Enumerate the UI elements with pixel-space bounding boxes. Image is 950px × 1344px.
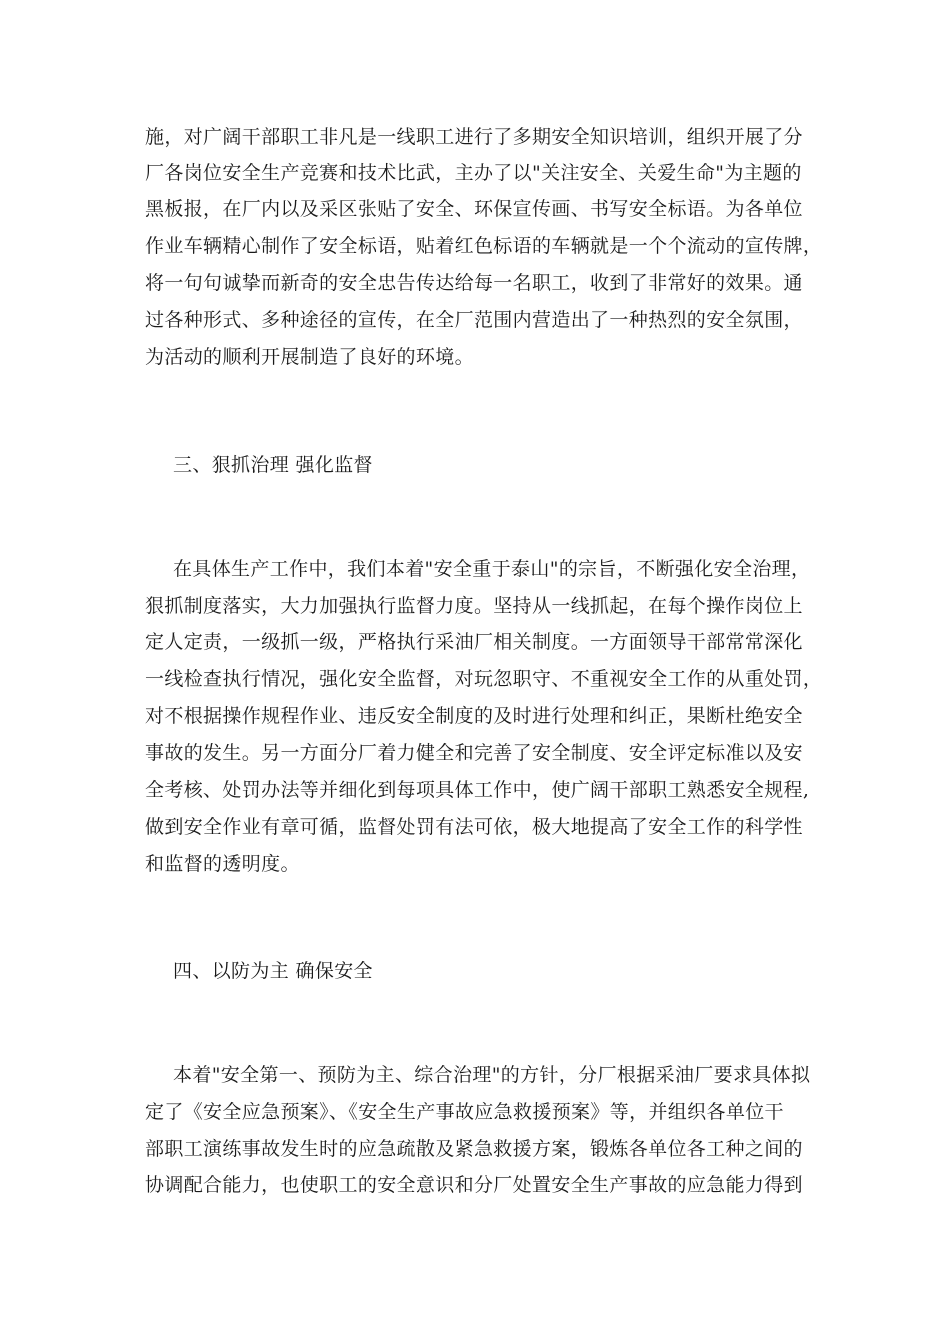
section-heading-3: 三、狠抓治理 强化监督 bbox=[173, 454, 373, 476]
paragraph-2-line: 对不根据操作规程作业、违反安全制度的及时进行处理和纠正，果断杜绝安全 bbox=[145, 705, 803, 727]
paragraph-3-line: 本着"安全第一、预防为主、综合治理"的方针，分厂根据采油厂要求具体拟 bbox=[173, 1064, 811, 1086]
paragraph-2-line: 和监督的透明度。 bbox=[145, 853, 300, 875]
paragraph-2-line: 在具体生产工作中，我们本着"安全重于泰山"的宗旨，不断强化安全治理， bbox=[173, 558, 811, 580]
paragraph-3-line: 定了《安全应急预案》、《安全生产事故应急救援预案》等，并组织各单位干 bbox=[145, 1101, 784, 1123]
paragraph-1-line: 厂各岗位安全生产竞赛和技术比武，主办了以"关注安全、关爱生命"为主题的 bbox=[145, 162, 802, 184]
paragraph-1-line: 将一句句诚挚而新奇的安全忠告传达给每一名职工，收到了非常好的效果。通 bbox=[145, 272, 803, 294]
paragraph-3-line: 协调配合能力，也使职工的安全意识和分厂处置安全生产事故的应急能力得到 bbox=[145, 1174, 803, 1196]
paragraph-1-line: 施，对广阔干部职工非凡是一线职工进行了多期安全知识培训，组织开展了分 bbox=[145, 126, 803, 148]
paragraph-2-line: 定人定责，一级抓一级，严格执行采油厂相关制度。一方面领导干部常常深化 bbox=[145, 631, 803, 653]
paragraph-1-line: 为活动的顺利开展制造了良好的环境。 bbox=[145, 346, 474, 368]
paragraph-1-line: 作业车辆精心制作了安全标语，贴着红色标语的车辆就是一个个流动的宣传牌， bbox=[145, 235, 823, 257]
paragraph-2-line: 一线检查执行情况，强化安全监督，对玩忽职守、不重视安全工作的从重处罚， bbox=[145, 668, 823, 690]
paragraph-1-line: 过各种形式、多种途径的宣传，在全厂范围内营造出了一种热烈的安全氛围， bbox=[145, 309, 803, 331]
paragraph-1-line: 黑板报，在厂内以及采区张贴了安全、环保宣传画、书写安全标语。为各单位 bbox=[145, 198, 803, 220]
paragraph-2-line: 狠抓制度落实，大力加强执行监督力度。坚持从一线抓起，在每个操作岗位上 bbox=[145, 595, 803, 617]
section-heading-4: 四、以防为主 确保安全 bbox=[173, 960, 373, 982]
paragraph-2-line: 全考核、处罚办法等并细化到每项具体工作中，使广阔干部职工熟悉安全规程, bbox=[145, 779, 810, 801]
paragraph-2-line: 做到安全作业有章可循，监督处罚有法可依，极大地提高了安全工作的科学性 bbox=[145, 816, 803, 838]
paragraph-3-line: 部职工演练事故发生时的应急疏散及紧急救援方案，锻炼各单位各工种之间的 bbox=[145, 1138, 803, 1160]
paragraph-2-line: 事故的发生。另一方面分厂着力健全和完善了安全制度、安全评定标准以及安 bbox=[145, 742, 803, 764]
